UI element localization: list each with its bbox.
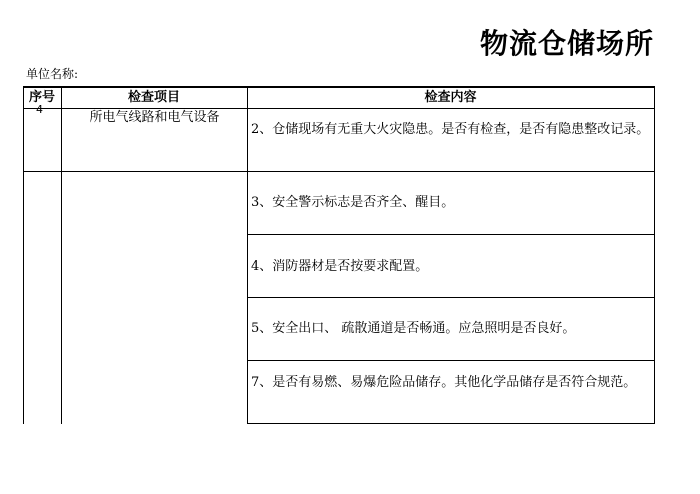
inspection-item: 所电气线路和电气设备 <box>89 110 220 125</box>
header-item: 检查项目 <box>127 90 180 105</box>
row-divider <box>23 171 248 172</box>
row-divider <box>248 171 655 172</box>
header-content: 检查内容 <box>424 90 477 105</box>
content-cell: 2、仓储现场有无重大火灾隐患。是否有检查，是否有隐患整改记录。 <box>251 122 650 137</box>
content-cell: 5、安全出口、 疏散通道是否畅通。应急照明是否良好。 <box>251 321 576 336</box>
content-cell: 7、是否有易燃、易爆危险品储存。其他化学品储存是否符合规范。 <box>251 375 637 390</box>
row-divider <box>248 234 655 235</box>
content-cell: 3、安全警示标志是否齐全、醒目。 <box>251 195 455 210</box>
table-left-border <box>23 86 24 424</box>
page-title: 物流仓储场所 <box>480 27 655 60</box>
unit-name-label: 单位名称: <box>26 67 79 81</box>
row-divider <box>248 423 655 424</box>
row-divider <box>248 297 655 298</box>
content-cell: 4、消防器材是否按要求配置。 <box>251 259 429 274</box>
table-right-border <box>654 86 655 424</box>
row-number: 4 <box>36 103 43 116</box>
column-divider <box>61 86 62 424</box>
header-seq: 序号 <box>28 90 55 105</box>
row-divider <box>248 360 655 361</box>
column-divider <box>247 86 248 424</box>
header-bottom-border <box>23 108 655 109</box>
